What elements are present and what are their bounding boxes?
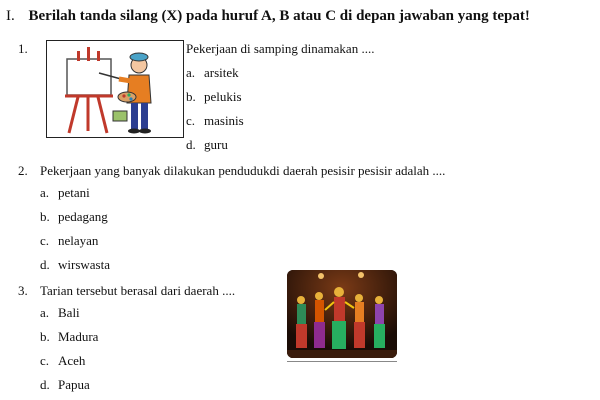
painter-illustration [46, 40, 184, 138]
option-text: petani [58, 185, 90, 200]
option-letter: b. [186, 89, 196, 104]
question-2-number: 2. [18, 163, 28, 178]
option-text: nelayan [58, 233, 99, 248]
option-text: Papua [58, 377, 90, 392]
option-letter: c. [186, 113, 196, 128]
section-heading [6, 8, 530, 25]
question-3-option-c[interactable] [40, 353, 85, 369]
option-letter: c. [40, 233, 50, 248]
option-letter: a. [186, 65, 196, 80]
question-2-option-b[interactable] [40, 209, 108, 225]
question-1-option-d[interactable] [186, 137, 228, 153]
question-2-option-a[interactable] [40, 185, 90, 201]
dance-photo [287, 270, 397, 358]
option-letter: d. [186, 137, 196, 152]
option-letter: c. [40, 353, 50, 368]
question-1-option-c[interactable] [186, 113, 244, 129]
question-2-option-c[interactable] [40, 233, 98, 249]
question-1-option-a[interactable] [186, 65, 239, 81]
option-letter: a. [40, 305, 50, 320]
option-text: arsitek [204, 65, 239, 80]
section-instruction: Berilah tanda silang (X) pada huruf A, B atau C di depan jawaban yang tepat! [28, 8, 530, 24]
option-letter: d. [40, 257, 50, 272]
question-3-option-b[interactable] [40, 329, 98, 345]
option-letter: a. [40, 185, 50, 200]
option-text: pedagang [58, 209, 108, 224]
question-1-number: 1. [18, 41, 28, 56]
photo-underline [287, 361, 397, 362]
section-roman-numeral: I. [6, 8, 15, 24]
painter-icon [47, 41, 183, 137]
option-text: Madura [58, 329, 99, 344]
option-text: Bali [58, 305, 80, 320]
question-2-text: Pekerjaan yang banyak dilakukan pendudukdi daerah pesisir pesisir adalah .... [40, 163, 446, 178]
question-3-option-a[interactable] [40, 305, 80, 321]
question-3-text: Tarian tersebut berasal dari daerah .... [40, 283, 236, 298]
option-letter: d. [40, 377, 50, 392]
option-text: pelukis [204, 89, 242, 104]
option-letter: b. [40, 209, 50, 224]
option-text: guru [204, 137, 228, 152]
question-2-option-d[interactable] [40, 257, 110, 273]
question-1-text: Pekerjaan di samping dinamakan .... [186, 41, 375, 56]
question-3-option-d[interactable] [40, 377, 90, 393]
option-text: masinis [204, 113, 244, 128]
option-text: wirswasta [58, 257, 110, 272]
option-text: Aceh [58, 353, 86, 368]
question-3-number: 3. [18, 283, 28, 298]
option-letter: b. [40, 329, 50, 344]
question-1-option-b[interactable] [186, 89, 242, 105]
dancers-icon [287, 270, 397, 358]
